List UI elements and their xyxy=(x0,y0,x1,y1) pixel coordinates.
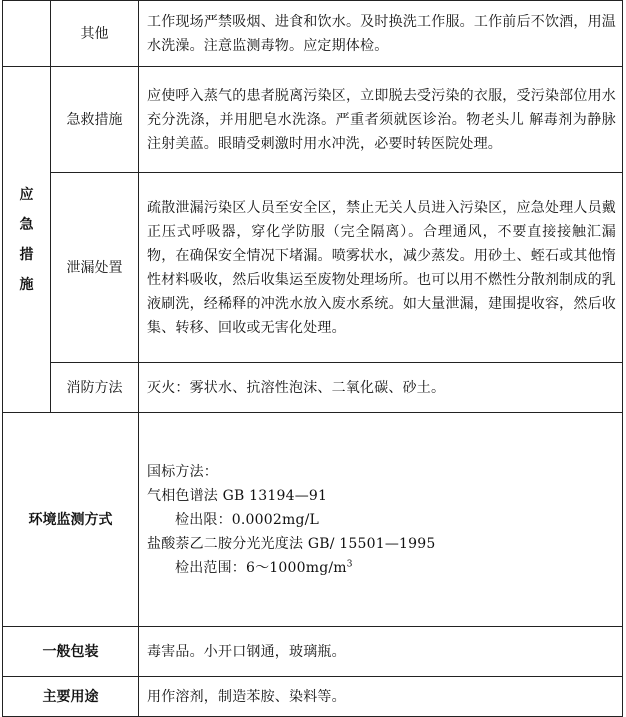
row-fire xyxy=(3,363,623,413)
row-monitoring xyxy=(3,413,623,627)
fire-text: 灭火：雾状水、抗溶性泡沫、二氧化碳、砂土。 xyxy=(139,363,623,413)
blank-cell xyxy=(3,1,51,67)
leak-text: 疏散泄漏污染区人员至安全区，禁止无关人员进入污染区，应急处理人员戴正压式呼吸器，穿化学防服（完全隔离）。合理通风，不要直接接触汇漏物，在确保安全情况下堵漏。喷雾状水，减少蒸发。用砂土、蛭石或其他惰性材料吸收，然后收集运至废物处理场所。也可以用不燃性分散剂制成的乳液刷洗，经稀释的冲洗水放入废水系统。如大量泄漏，建围提收容，然后收集、转移、回收或无害化处理。 xyxy=(139,173,623,363)
monitoring-line: 检出限：0.0002mg/L xyxy=(175,511,320,528)
emergency-section-label xyxy=(3,67,51,413)
other-label: 其他 xyxy=(51,1,139,67)
emergency-char: 急 xyxy=(19,216,34,233)
superscript: 3 xyxy=(346,558,353,569)
first-aid-label: 急救措施 xyxy=(51,67,139,173)
row-other xyxy=(3,1,623,67)
packaging-label: 一般包装 xyxy=(3,627,139,677)
row-leak xyxy=(3,173,623,363)
emergency-char: 应 xyxy=(19,186,34,203)
usage-text: 用作溶剂，制造苯胺、染料等。 xyxy=(139,677,623,717)
row-packaging xyxy=(3,627,623,677)
msds-table xyxy=(2,0,623,717)
monitoring-line: 气相色谱法 GB 13194—91 xyxy=(147,487,328,504)
monitoring-line xyxy=(147,556,616,580)
emergency-char: 措 xyxy=(19,246,34,263)
detection-range: 检出范围：6～1000mg/m xyxy=(175,559,347,576)
leak-label: 泄漏处置 xyxy=(51,173,139,363)
first-aid-text: 应使呼入蒸气的患者脱离污染区，立即脱去受污染的衣服，受污染部位用水充分洗涤，并用肥皂水洗涤。严重者须就医诊治。物老头儿 解毒剂为静脉注射美蓝。眼睛受刺激时用水冲洗，必要时转医院处理。 xyxy=(139,67,623,173)
monitoring-line: 国标方法： xyxy=(147,463,218,480)
emergency-char: 施 xyxy=(19,276,34,293)
row-first-aid xyxy=(3,67,623,173)
usage-label: 主要用途 xyxy=(3,677,139,717)
monitoring-content xyxy=(139,413,623,627)
monitoring-line: 盐酸萘乙二胺分光光度法 GB/ 15501—1995 xyxy=(147,535,436,552)
row-usage xyxy=(3,677,623,717)
fire-label: 消防方法 xyxy=(51,363,139,413)
packaging-text: 毒害品。小开口钢通，玻璃瓶。 xyxy=(139,627,623,677)
monitoring-label: 环境监测方式 xyxy=(3,413,139,627)
other-text: 工作现场严禁吸烟、进食和饮水。及时换洗工作服。工作前后不饮酒，用温水洗澡。注意监测毒物。应定期体检。 xyxy=(139,1,623,67)
